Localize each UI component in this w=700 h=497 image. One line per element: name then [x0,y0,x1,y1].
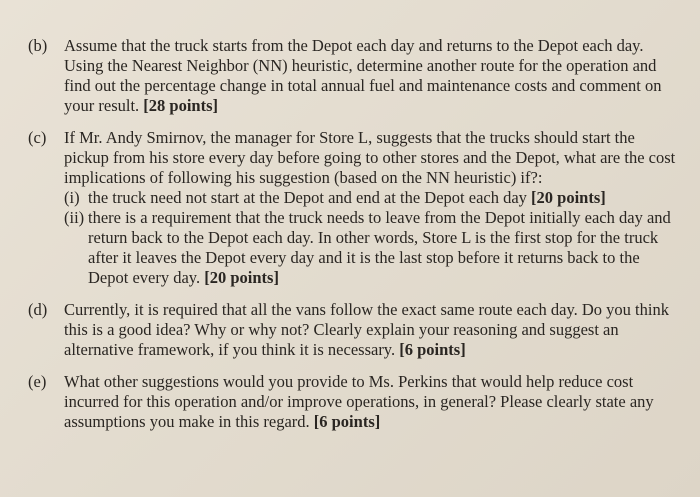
question-text: What other suggestions would you provide to Ms. Perkins that would help reduce cost incurred for this operation and/or improve operations, in general? Please clearly state any assumptions you make in this regard. [64,372,654,431]
points: [28 points] [143,96,218,115]
question-e [28,372,678,432]
subquestion-text: the truck need not start at the Depot and end at the Depot each day [88,188,527,207]
points: [6 points] [399,340,466,359]
question-text: If Mr. Andy Smirnov, the manager for Store L, suggests that the trucks should start the pickup from his store every day before going to other stores and the Depot, what are the cost implications of following his suggestion (based on the NN heuristic) if?: [64,128,676,187]
points: [6 points] [313,412,381,431]
subquestion-label: (i) [64,188,80,207]
points: [20 points] [531,188,606,207]
subquestion-text: there is a requirement that the truck needs to leave from the Depot initially each day and return back to the Depot each day. In other words, Store L is the first stop for the truck after it leaves the Depot every day and it is the last stop before it returns back to the Depot every day. [88,208,671,287]
question-c [28,128,678,288]
subquestion-ii [64,208,678,288]
subquestion-i [64,188,678,208]
question-label: (b) [28,36,48,55]
subquestion-body [88,208,678,288]
question-text: Assume that the truck starts from the Depot each day and returns to the Depot each day. Using the Nearest Neighbor (NN) heuristic, determine another route for the operation and find out the percentage change in total annual fuel and maintenance costs and comment on your result. [64,36,662,115]
question-body [64,128,678,288]
question-label: (e) [28,372,47,391]
subquestion-body [88,188,678,208]
question-label: (c) [28,128,47,147]
question-b [28,36,678,116]
question-label: (d) [28,300,48,319]
question-body [64,300,678,360]
question-text: Currently, it is required that all the vans follow the exact same route each day. Do you think this is a good idea? Why or why not? Clearly explain your reasoning and suggest an alternative framework, if you think it is necessary. [64,300,669,359]
question-body [64,372,678,432]
question-body [64,36,678,116]
question-d [28,300,678,360]
points: [20 points] [204,268,279,287]
subquestion-label: (ii) [64,208,85,227]
